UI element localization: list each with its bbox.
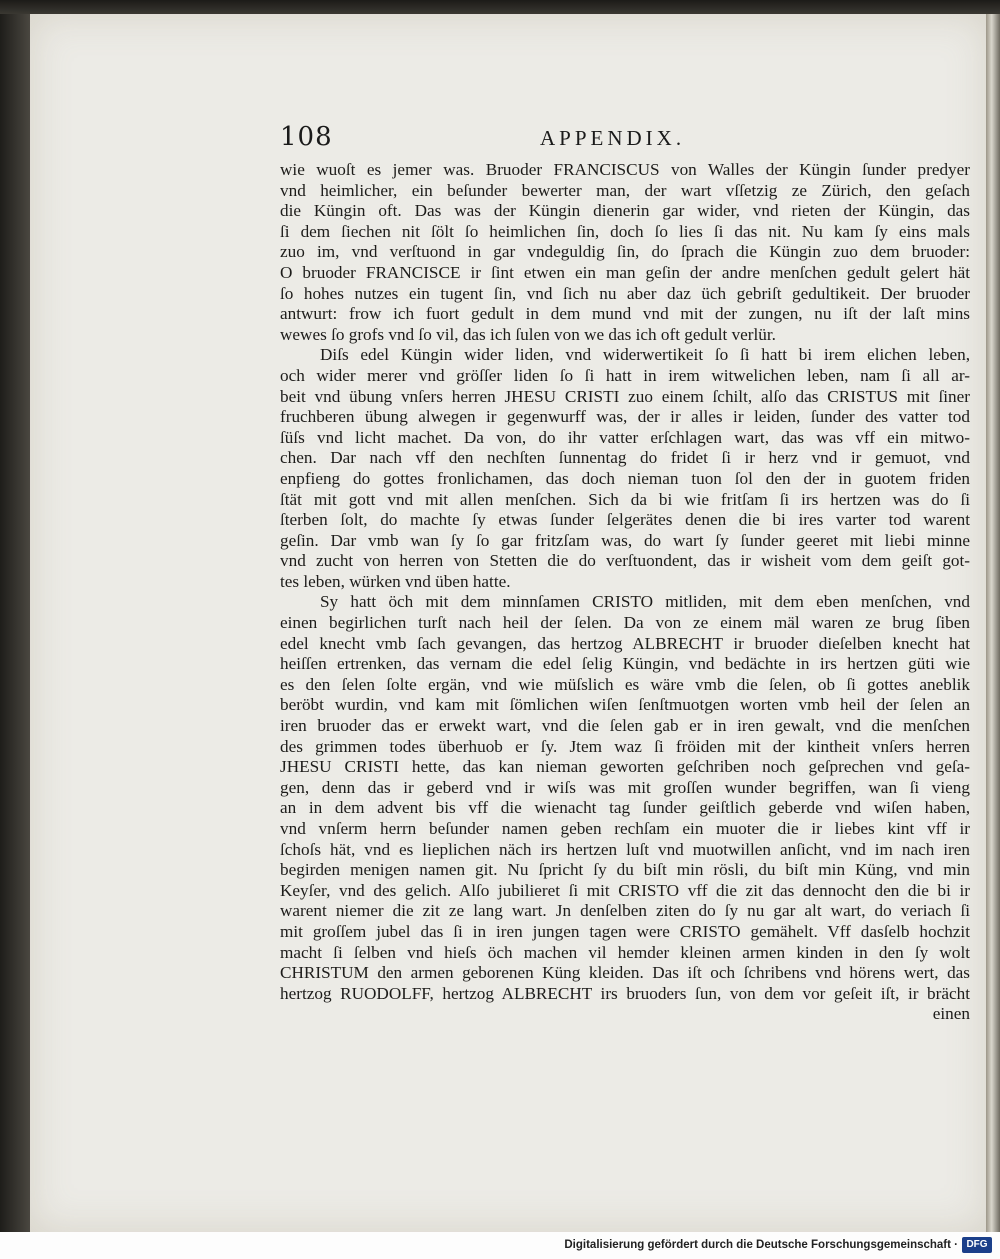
text-line: vnd heimlicher, ein beſunder bewerter man, der wart vſſetzig ze Zürich, den geſach (280, 180, 970, 200)
text-line: gen, denn das ir geberd vnd ir wiſs was mit groſſen wunder begriffen, wan ſi vieng (280, 777, 970, 797)
text-line: antwurt: frow ich fuort gedult in dem mund vnd mit der zungen, nu iſt der laſt mins (280, 304, 970, 324)
text-line: ſchoſs hät, vnd es lieplichen näch irs hertzen luſt vnd muotwillen anſicht, vnd im nach iren (280, 839, 970, 859)
text-line: fruchberen übung alwegen ir gegenwurff was, der ir alles ir leiden, ſunder des vatter tod (280, 407, 970, 427)
text-line: iren bruoder das er erwekt wart, vnd die ſelen gab er in iren gewalt, vnd die menſchen (280, 716, 970, 736)
text-line: Sy hatt öch mit dem minnſamen CRISTO mitliden, mit dem eben menſchen, vnd (320, 592, 970, 612)
funding-credit: Digitalisierung gefördert durch die Deutsche Forschungsgemeinschaft · (564, 1239, 958, 1251)
catchword: einen (932, 1004, 970, 1024)
text-line: mit groſſem jubel das ſi in iren jungen tagen were CRISTO gemähelt. Vff dasſelb hochzit (280, 921, 970, 941)
text-line: ſi dem ſiechen nit ſölt ſo heimlichen ſin, doch ſo lies ſi das nit. Nu kam ſy eins mals (280, 221, 970, 241)
text-line: ſterben ſolt, do machte ſy etwas ſunder ſelgerätes denen die bi ires varter tod warent (280, 510, 970, 530)
text-line: ſo hohes nutzes ein tugent ſin, vnd ſich nu aber daz üch gebriſt gedultikeit. Der bruoder (280, 283, 970, 303)
text-line: des grimmen todes überhuob er ſy. Jtem waz ſi fröiden mit der kintheit vnſers herren (280, 736, 970, 756)
text-line: enpfieng do gottes fronlichamen, das doch nieman tuon ſol den der in guotem friden (280, 468, 970, 488)
text-line: beit vnd übung vnſers herren JHESU CRISTI zuo einem ſchilt, alſo das CRISTUS mit ſiner (280, 386, 970, 406)
text-line: Diſs edel Küngin wider liden, vnd widerwertikeit ſo ſi hatt bi irem elichen leben, (320, 345, 970, 365)
page-edge (986, 14, 1000, 1232)
body-text (280, 160, 970, 1025)
text-line: zuo im, vnd verſtuond in gar vndeguldig ſin, do ſprach die Küngin zuo dem bruoder: (280, 242, 970, 262)
footer-bar (0, 1232, 1000, 1259)
text-line: ſüſs vnd licht machet. Da von, do ihr vatter erſchlagen wart, das was vff ein mitwo- (280, 427, 970, 447)
text-line: beröbt wurdin, vnd kam mit ſömlichen wiſen ſenſtmuotgen worten vmb heil der ſelen an (280, 695, 970, 715)
text-line: Keyſer, vnd des gelich. Alſo jubilieret ſi mit CRISTO vff die zit das dennocht den die bi ir (280, 880, 970, 900)
text-line: wewes ſo grofs vnd ſo vil, das ich ſulen von we das ich oft gedult verlür. (280, 324, 776, 344)
text-line: edel knecht vmb ſach gevangen, das hertzog ALBRECHT ir bruoder dieſelben knecht hat (280, 633, 970, 653)
text-line: chen. Dar nach vff den nechſten ſunnentag do fridet ſi ir herz vnd ir gemuot, vnd (280, 448, 970, 468)
text-line: wie wuoſt es jemer was. Bruoder FRANCISCUS von Walles der Küngin ſunder predyer (280, 160, 970, 179)
section-title: APPENDIX. (540, 126, 686, 150)
text-line: och wider merer vnd gröſſer liden ſo ſi hatt in irem witwelichen leben, nam ſi all ar- (280, 365, 970, 385)
running-head (280, 122, 970, 152)
text-line: tes leben, würken vnd üben hatte. (280, 571, 511, 591)
text-line: vnd zucht von herren von Stetten die do verſtuondent, das ir wisheit vom dem geiſt got- (280, 551, 970, 571)
text-line: die Küngin oft. Das was der Küngin dienerin gar wider, vnd rieten der Küngin, das (280, 201, 970, 221)
text-line: an in dem advent bis vff die wienacht tag ſunder geiſtlich geberde vnd wiſen haben, (280, 798, 970, 818)
book-gutter (0, 14, 30, 1232)
text-line: hertzog RUODOLFF, hertzog ALBRECHT irs bruoders ſun, von dem vor geſeit iſt, ir brächt (280, 983, 970, 1003)
text-line: heiſſen ertrenken, das vernam die edel ſelig Küngin, vnd bedächte in irs hertzen güti wie (280, 654, 970, 674)
dfg-logo-icon: DFG (962, 1237, 992, 1253)
text-line: warent niemer die zit ze lang wart. Jn denſelben ziten do ſy nu gar alt wart, do veriach ſi (280, 901, 970, 921)
scan-top-edge (0, 0, 1000, 14)
text-line: begirden menigen namen git. Nu ſpricht ſy du biſt min rösli, du biſt min Küng, vnd min (280, 860, 970, 880)
text-line: einen begirlichen turſt nach heil der ſelen. Da von ze einem mäl waren ze brug ſiben (280, 613, 970, 633)
text-line: macht ſi ſelben vnd hieſs öch machen vil hemder kleinen armen kinden in den ſy wolt (280, 942, 970, 962)
text-line: es den ſelen ſolte ergän, vnd wie müſslich es wäre vmb die ſelen, ob ſi gottes aneblik (280, 674, 970, 694)
text-line: ſtät mit gott vnd mit allen menſchen. Sich da bi wie fritſam ſi irs hertzen was do ſi (280, 489, 970, 509)
text-line: geſin. Dar vmb wan ſy ſo gar fritzſam was, do wart ſy ſunder geeret mit liebi minne (280, 530, 970, 550)
text-line: JHESU CRISTI hette, das kan nieman geworten geſchriben noch geſprechen vnd geſa- (280, 757, 970, 777)
text-line: CHRISTUM den armen geborenen Küng kleiden. Das iſt och ſchribens vnd hörens wert, das (280, 963, 970, 983)
text-line: O bruoder FRANCISCE ir ſint etwen ein man geſin der andre menſchen gedult gelert hät (280, 262, 970, 282)
text-line: vnd vnſerm herrn beſunder namen geben rechſam ein muoter die ir liebes kint vff ir (280, 819, 970, 838)
page-number: 108 (280, 122, 333, 152)
